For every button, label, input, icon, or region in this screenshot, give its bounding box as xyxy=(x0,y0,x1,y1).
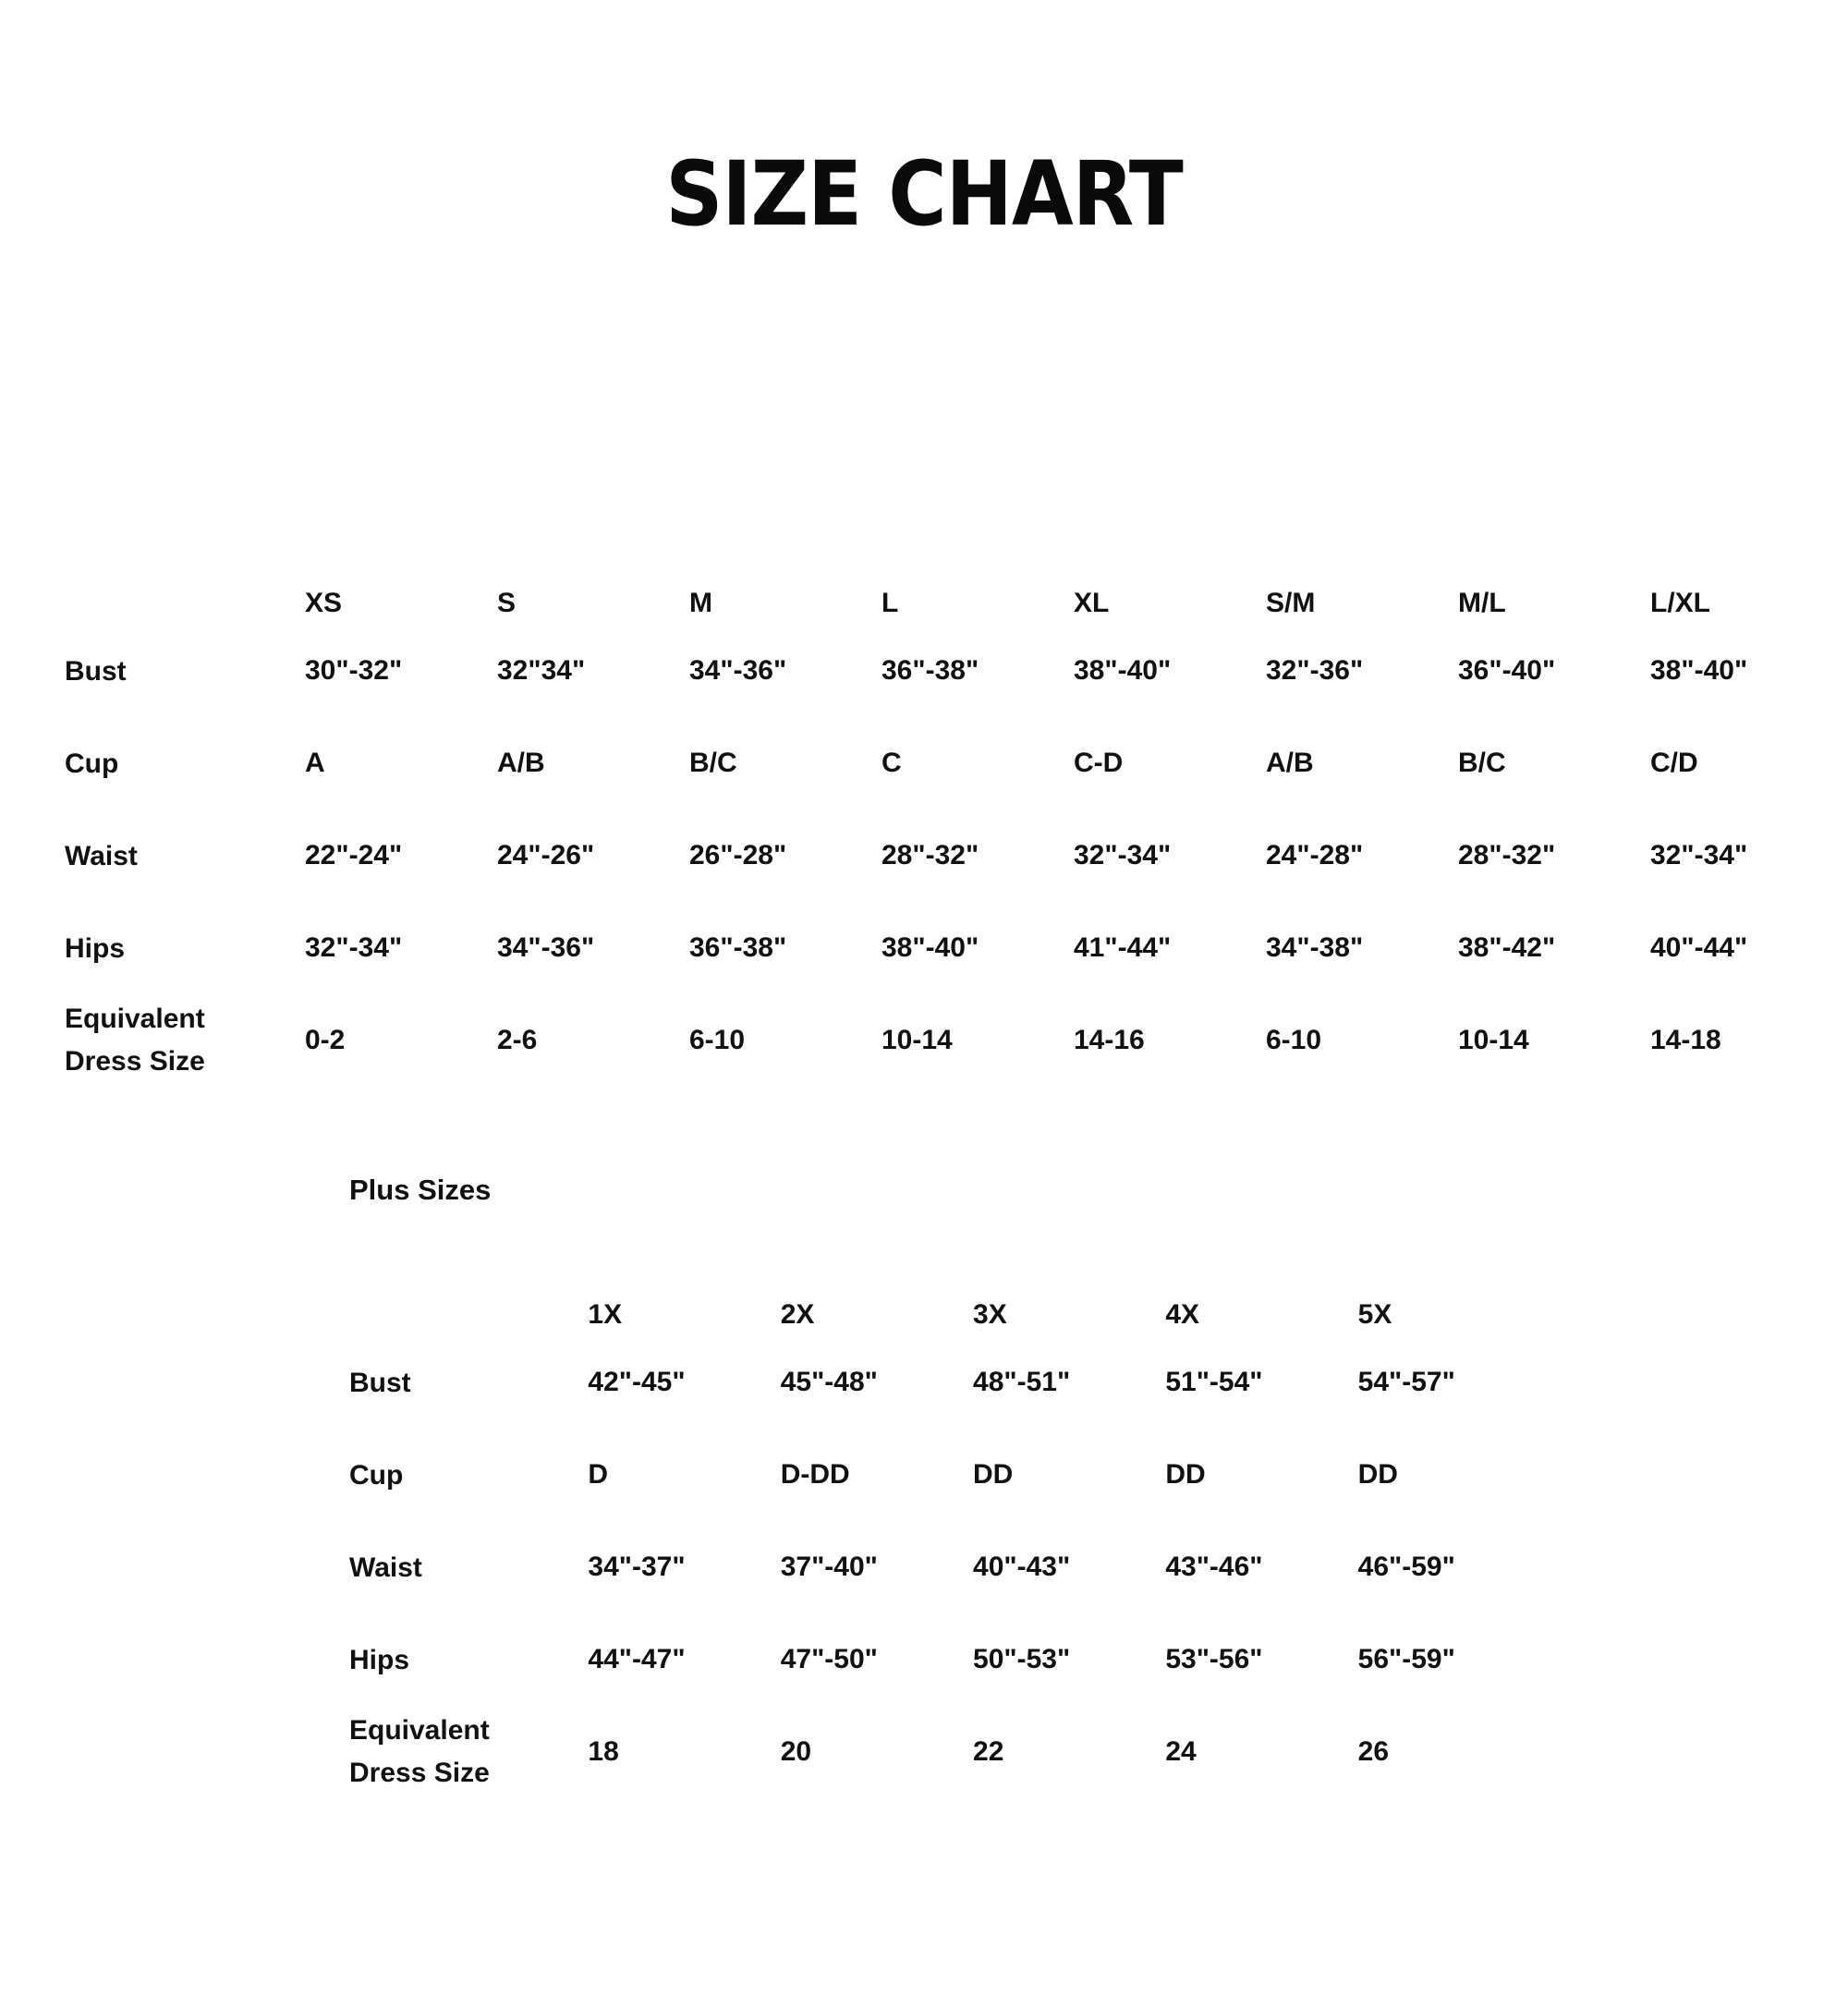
cell-plus-dress-3x: 22 xyxy=(973,1736,1004,1767)
cell-plus-waist-2x: 37"-40" xyxy=(780,1552,878,1582)
plus-column-header: 1X xyxy=(588,1299,623,1330)
main-column-header: M xyxy=(689,588,712,618)
table-row xyxy=(349,1613,1550,1706)
cell-cup-xs: A xyxy=(305,748,325,778)
cell-hips-sm: 34"-38" xyxy=(1266,932,1364,963)
main-table-header-row xyxy=(65,536,1842,625)
cell-plus-dress-4x: 24 xyxy=(1165,1736,1197,1767)
table-row xyxy=(65,717,1842,809)
cell-plus-dress-1x: 18 xyxy=(588,1736,619,1767)
cell-cup-s: A/B xyxy=(497,748,545,778)
cell-dress-s: 2-6 xyxy=(497,1025,538,1055)
cell-plus-waist-1x: 34"-37" xyxy=(588,1552,686,1582)
main-column-header: M/L xyxy=(1458,588,1506,618)
cell-hips-xl: 41"-44" xyxy=(1074,932,1172,963)
plus-header-corner xyxy=(349,1248,588,1336)
cell-plus-cup-2x: D-DD xyxy=(780,1459,850,1490)
cell-bust-s: 32"34" xyxy=(497,655,586,686)
table-row xyxy=(349,1429,1550,1521)
main-header-corner xyxy=(65,536,305,625)
row-label-line1: Equivalent xyxy=(65,1003,205,1034)
plus-table-header-row xyxy=(349,1248,1550,1336)
table-row xyxy=(349,1336,1550,1429)
cell-waist-xs: 22"-24" xyxy=(305,840,403,870)
cell-plus-hips-5x: 56"-59" xyxy=(1357,1644,1455,1674)
plus-column-header: 5X xyxy=(1357,1299,1392,1330)
plus-row-label-waist: Waist xyxy=(349,1552,422,1583)
cell-plus-dress-2x: 20 xyxy=(780,1736,812,1767)
cell-bust-m: 34"-36" xyxy=(689,655,787,686)
main-column-header: XS xyxy=(305,588,343,618)
cell-waist-sm: 24"-28" xyxy=(1266,840,1364,870)
cell-cup-lxl: C/D xyxy=(1650,748,1698,778)
cell-cup-xl: C-D xyxy=(1074,748,1124,778)
cell-dress-lxl: 14-18 xyxy=(1650,1025,1721,1055)
table-row xyxy=(65,625,1842,717)
table-row xyxy=(349,1521,1550,1613)
cell-plus-hips-3x: 50"-53" xyxy=(973,1644,1071,1674)
cell-hips-lxl: 40"-44" xyxy=(1650,932,1748,963)
table-row xyxy=(65,902,1842,994)
cell-dress-xs: 0-2 xyxy=(305,1025,346,1055)
cell-plus-cup-3x: DD xyxy=(973,1459,1014,1490)
cell-dress-l: 10-14 xyxy=(881,1025,953,1055)
cell-hips-m: 36"-38" xyxy=(689,932,787,963)
cell-waist-s: 24"-26" xyxy=(497,840,595,870)
plus-sizes-label: Plus Sizes xyxy=(349,1174,492,1206)
plus-row-label-line1: Equivalent xyxy=(349,1714,490,1746)
cell-plus-cup-5x: DD xyxy=(1357,1459,1398,1490)
cell-cup-sm: A/B xyxy=(1266,748,1314,778)
size-chart-page xyxy=(0,142,1848,1996)
cell-plus-bust-5x: 54"-57" xyxy=(1357,1367,1455,1397)
plus-column-header: 4X xyxy=(1165,1299,1200,1330)
plus-row-label-bust: Bust xyxy=(349,1367,411,1398)
row-label-equivalent-dress-size xyxy=(65,994,305,1087)
main-column-header: XL xyxy=(1074,588,1110,618)
plus-column-header: 2X xyxy=(780,1299,815,1330)
plus-row-label-equivalent-dress-size xyxy=(349,1706,588,1798)
cell-bust-sm: 32"-36" xyxy=(1266,655,1364,686)
main-column-header: L/XL xyxy=(1650,588,1710,618)
plus-row-label-cup: Cup xyxy=(349,1459,404,1491)
cell-hips-xs: 32"-34" xyxy=(305,932,403,963)
plus-row-label-hips: Hips xyxy=(349,1644,410,1675)
main-column-header: S xyxy=(497,588,517,618)
cell-plus-hips-1x: 44"-47" xyxy=(588,1644,686,1674)
cell-plus-hips-2x: 47"-50" xyxy=(780,1644,878,1674)
cell-plus-cup-4x: DD xyxy=(1165,1459,1206,1490)
cell-dress-ml: 10-14 xyxy=(1458,1025,1529,1055)
cell-plus-dress-5x: 26 xyxy=(1357,1736,1390,1767)
cell-dress-xl: 14-16 xyxy=(1074,1025,1145,1055)
plus-column-header: 3X xyxy=(973,1299,1007,1330)
cell-bust-xs: 30"-32" xyxy=(305,655,403,686)
cell-plus-waist-5x: 46"-59" xyxy=(1357,1552,1455,1582)
cell-waist-lxl: 32"-34" xyxy=(1650,840,1748,870)
cell-bust-ml: 36"-40" xyxy=(1458,655,1556,686)
cell-waist-ml: 28"-32" xyxy=(1458,840,1556,870)
cell-hips-ml: 38"-42" xyxy=(1458,932,1556,963)
main-column-header: S/M xyxy=(1266,588,1316,618)
cell-cup-ml: B/C xyxy=(1458,748,1506,778)
row-label-waist: Waist xyxy=(65,840,138,871)
cell-plus-waist-4x: 43"-46" xyxy=(1165,1552,1263,1582)
cell-hips-s: 34"-36" xyxy=(497,932,595,963)
table-row xyxy=(349,1706,1550,1798)
cell-bust-l: 36"-38" xyxy=(881,655,979,686)
cell-waist-m: 26"-28" xyxy=(689,840,787,870)
cell-hips-l: 38"-40" xyxy=(881,932,979,963)
cell-bust-lxl: 38"-40" xyxy=(1650,655,1748,686)
row-label-bust: Bust xyxy=(65,655,127,687)
page-title: SIZE CHART xyxy=(665,142,1183,246)
table-row xyxy=(65,994,1842,1087)
cell-cup-l: C xyxy=(881,748,902,778)
cell-cup-m: B/C xyxy=(689,748,737,778)
cell-dress-sm: 6-10 xyxy=(1266,1025,1322,1055)
cell-plus-hips-4x: 53"-56" xyxy=(1165,1644,1263,1674)
cell-plus-waist-3x: 40"-43" xyxy=(973,1552,1071,1582)
cell-dress-m: 6-10 xyxy=(689,1025,746,1055)
plus-row-label-line2: Dress Size xyxy=(349,1758,490,1788)
cell-plus-bust-4x: 51"-54" xyxy=(1165,1367,1263,1397)
cell-bust-xl: 38"-40" xyxy=(1074,655,1172,686)
cell-plus-cup-1x: D xyxy=(588,1459,609,1490)
cell-waist-xl: 32"-34" xyxy=(1074,840,1172,870)
table-row xyxy=(65,809,1842,902)
row-label-hips: Hips xyxy=(65,932,126,964)
cell-plus-bust-3x: 48"-51" xyxy=(973,1367,1071,1397)
row-label-line2: Dress Size xyxy=(65,1046,205,1077)
row-label-cup: Cup xyxy=(65,748,119,779)
main-size-table xyxy=(65,536,1842,1087)
cell-waist-l: 28"-32" xyxy=(881,840,979,870)
cell-plus-bust-1x: 42"-45" xyxy=(588,1367,686,1397)
main-column-header: L xyxy=(881,588,899,618)
plus-size-table xyxy=(349,1248,1550,1798)
cell-plus-bust-2x: 45"-48" xyxy=(780,1367,878,1397)
